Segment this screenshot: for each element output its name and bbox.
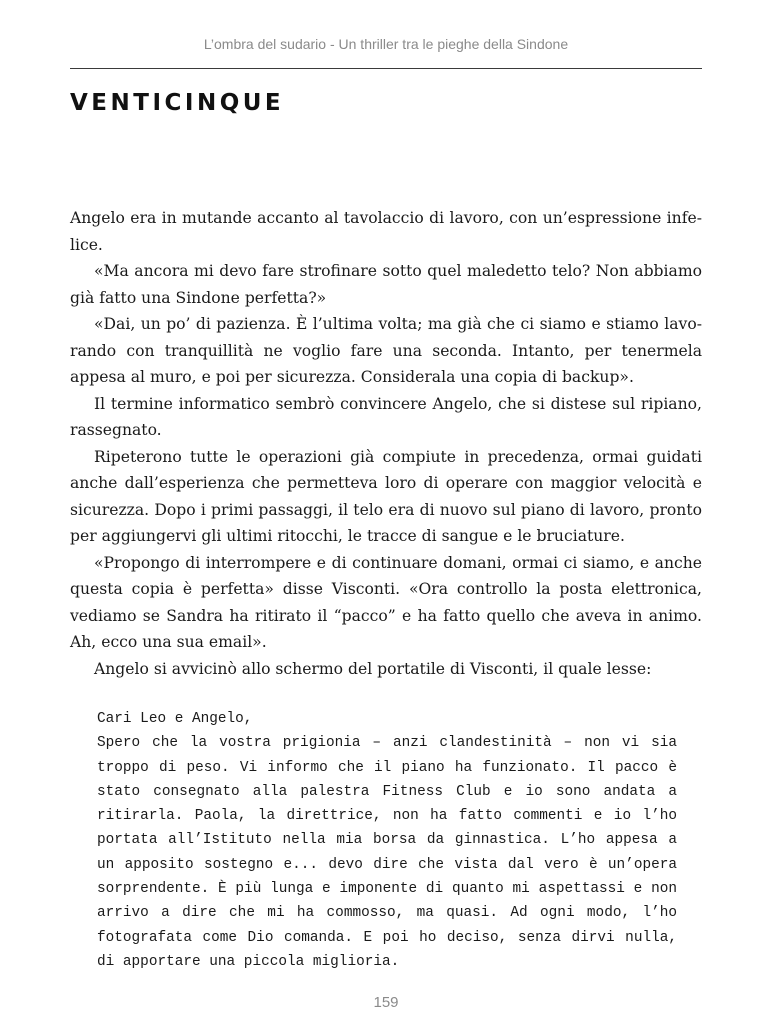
paragraph: Angelo era in mutande accanto al tavolaccio di lavoro, con un’espressione infelice. xyxy=(70,209,702,254)
page-number: 159 xyxy=(373,994,399,1011)
running-header: L’ombra del sudario - Un thriller tra le pieghe della Sindone xyxy=(203,36,569,52)
paragraph: Ripeterono tutte le operazioni già compiute in precedenza, ormai guidati anche dall’esperienza che permetteva loro di operare con maggior velocità e sicurezza. Dopo i primi passaggi, il telo era di nuovo sul piano di lavoro, pronto per aggiungervi gli ultimi ritocchi, le tracce di sangue e le bruciature. xyxy=(70,447,702,545)
paragraph: Angelo si avvicinò allo schermo del portatile di Visconti, il quale lesse: xyxy=(94,659,652,678)
body-text xyxy=(70,205,702,682)
paragraph: «Ma ancora mi devo fare strofinare sotto quel maledetto telo? Non abbiamo già fatto una Sindone perfetta?» xyxy=(70,262,702,307)
header-rule xyxy=(70,68,702,69)
chapter-title: VENTICINQUE xyxy=(70,90,285,116)
email-salutation: Cari Leo e Angelo, xyxy=(97,711,253,727)
paragraph: Il termine informatico sembrò convincere Angelo, che si distese sul ripiano, rassegnato. xyxy=(70,394,702,439)
quoted-email xyxy=(97,707,677,974)
email-body: Spero che la vostra prigionia – anzi clandestinità – non vi sia troppo di peso. Vi informo che il piano ha funzionato. Il pacco è stato consegnato alla palestra Fitness Club e io sono andata a ritirarla. Paola, la direttrice, non ha fatto commenti e io l’ho portata all’Istituto nella mia borsa da ginnastica. L’ho appesa a un apposito sostegno e... devo dire che vista dal vero è un’opera sorprendente. È più lunga e imponente di quanto mi aspettassi e non arrivo a dire che mi ha commosso, ma quasi. Ad ogni modo, l’ho fotografata come Dio comanda. E poi ho deciso, senza dirvi nulla, di apportare una piccola miglioria. xyxy=(97,735,677,970)
paragraph: «Propongo di interrompere e di continuare domani, ormai ci siamo, e anche questa copia è perfetta» disse Visconti. «Ora controllo la posta elettronica, vediamo se Sandra ha ritirato il “pacco” e ha fatto quello che aveva in animo. Ah, ecco una sua email». xyxy=(70,553,702,651)
paragraph: «Dai, un po’ di pazienza. È l’ultima volta; ma già che ci siamo e stiamo lavorando con tranquillità ne voglio fare una seconda. Intanto, per tenermela appesa al muro, e poi per sicurezza. Considerala una copia di backup». xyxy=(70,315,702,386)
